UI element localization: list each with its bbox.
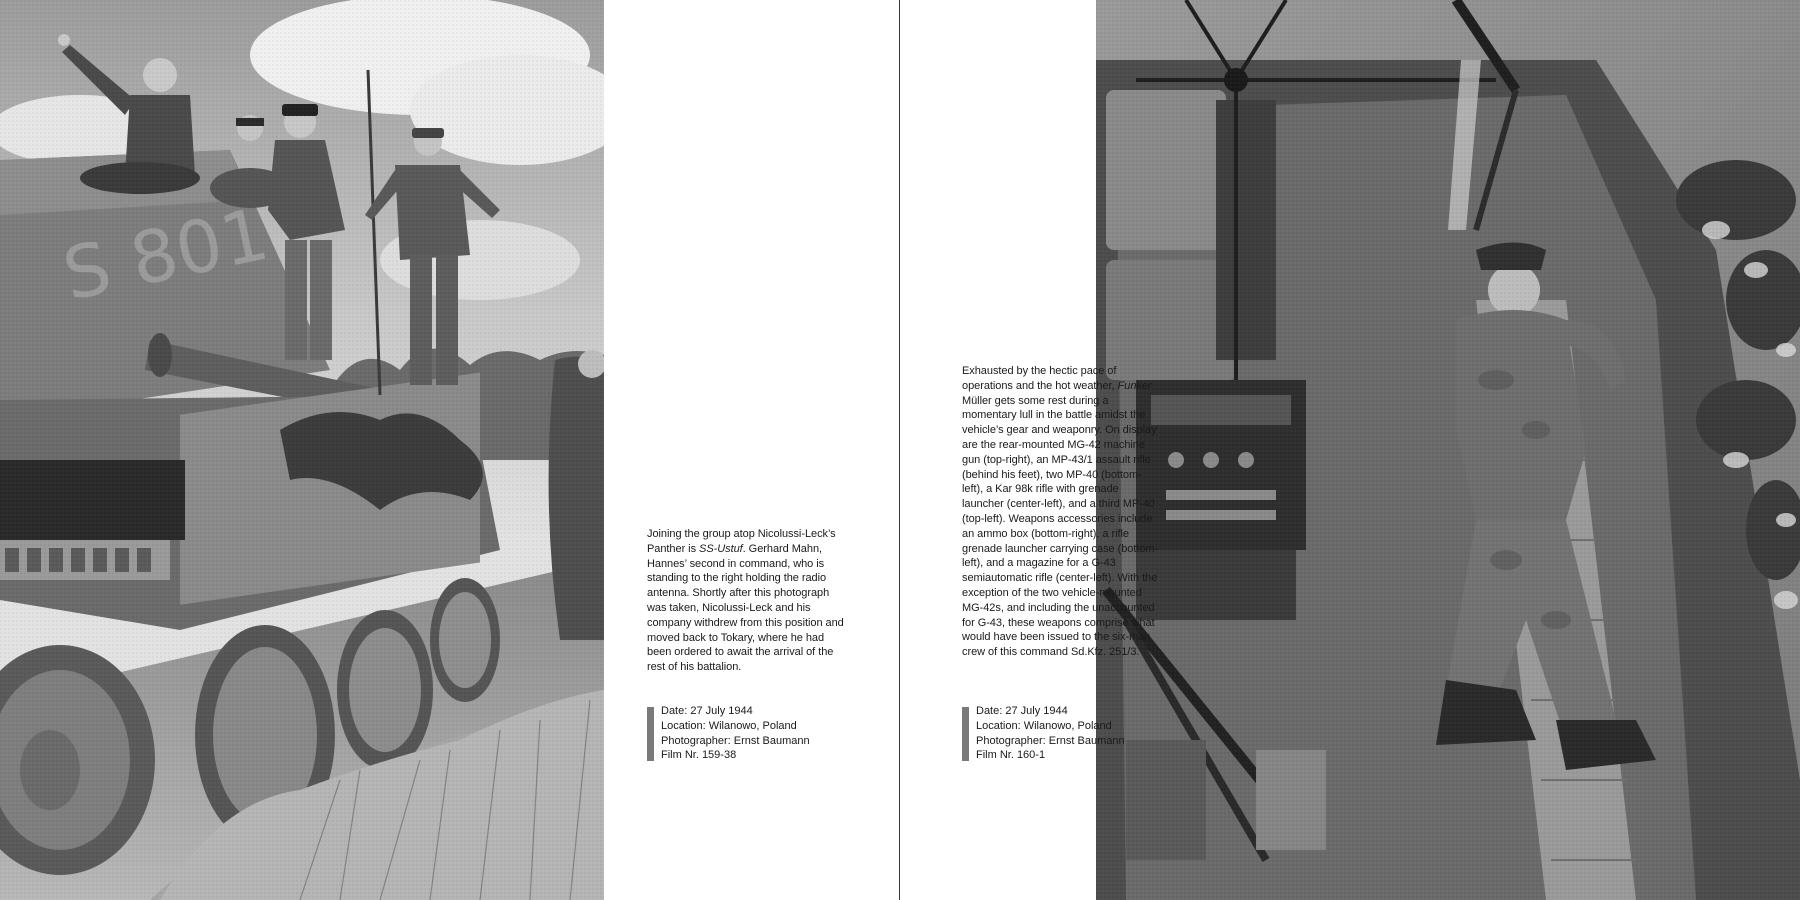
left-caption-part2: . Gerhard Mahn, Hannes’ second in command, who is standing to the right holding the radio antenna. Shortly after this photograph was taken, Nicolussi-Leck and his company withdrew from this position and moved back to Tokary, where he had been ordered to await the arrival of the rest of his battalion. — [647, 542, 844, 674]
left-page — [0, 0, 899, 900]
right-meta-date: Date: 27 July 1944 — [976, 705, 1068, 717]
right-meta-photographer: Photographer: Ernst Baumann — [976, 734, 1125, 747]
right-meta-film: Film Nr. 160-1 — [976, 749, 1046, 762]
left-caption-italic: SS-Ustuf — [699, 542, 743, 555]
halftrack-interior-photo — [1096, 0, 1800, 900]
left-meta-location: Location: Wilanowo, Poland — [661, 719, 797, 732]
right-caption-italic: Funker — [1117, 379, 1152, 392]
halftrack-interior-photo-icon — [1096, 0, 1800, 900]
left-photo-metadata — [647, 704, 881, 763]
right-caption-part1: Exhausted by the hectic pace of operations and the hot weather, — [962, 365, 1118, 392]
left-caption-part1: Joining the group atop Nicolussi-Leck’s Panther is — [647, 528, 836, 555]
left-meta-photographer: Photographer: Ernst Baumann — [661, 734, 810, 747]
left-caption — [647, 527, 847, 675]
right-caption-part2: Müller gets some rest during a momentary lull in the battle amidst the vehicle’s gear and weaponry. On display are the rear-mounted MG-42 machine gun (top-right), an MP-43/1 assault rifle (behind his feet), two MP-40 (bottom-left), a Kar 98k rifle with grenade launcher (center-left), and a third MP-40 (top-left). Weapons accessories include an ammo box (bottom-right), a rifle grenade launcher carrying case (bottom-left), and a magazine for a G-43 semiautomatic rifle (center-left). With the exception of the two vehicle-mounted MG-42s, and including the unaccounted for G-43, these weapons comprise what would have been issued to the six-man crew of this command Sd.Kfz. 251/3. — [962, 394, 1159, 659]
left-meta-film: Film Nr. 159-38 — [661, 749, 737, 762]
left-meta-date: Date: 27 July 1944 — [661, 705, 753, 717]
right-caption — [962, 364, 1162, 660]
tank-crew-photo-icon — [0, 0, 604, 900]
right-meta-location: Location: Wilanowo, Poland — [976, 719, 1112, 732]
tank-crew-photo — [0, 0, 604, 900]
right-photo-metadata — [962, 704, 1196, 763]
